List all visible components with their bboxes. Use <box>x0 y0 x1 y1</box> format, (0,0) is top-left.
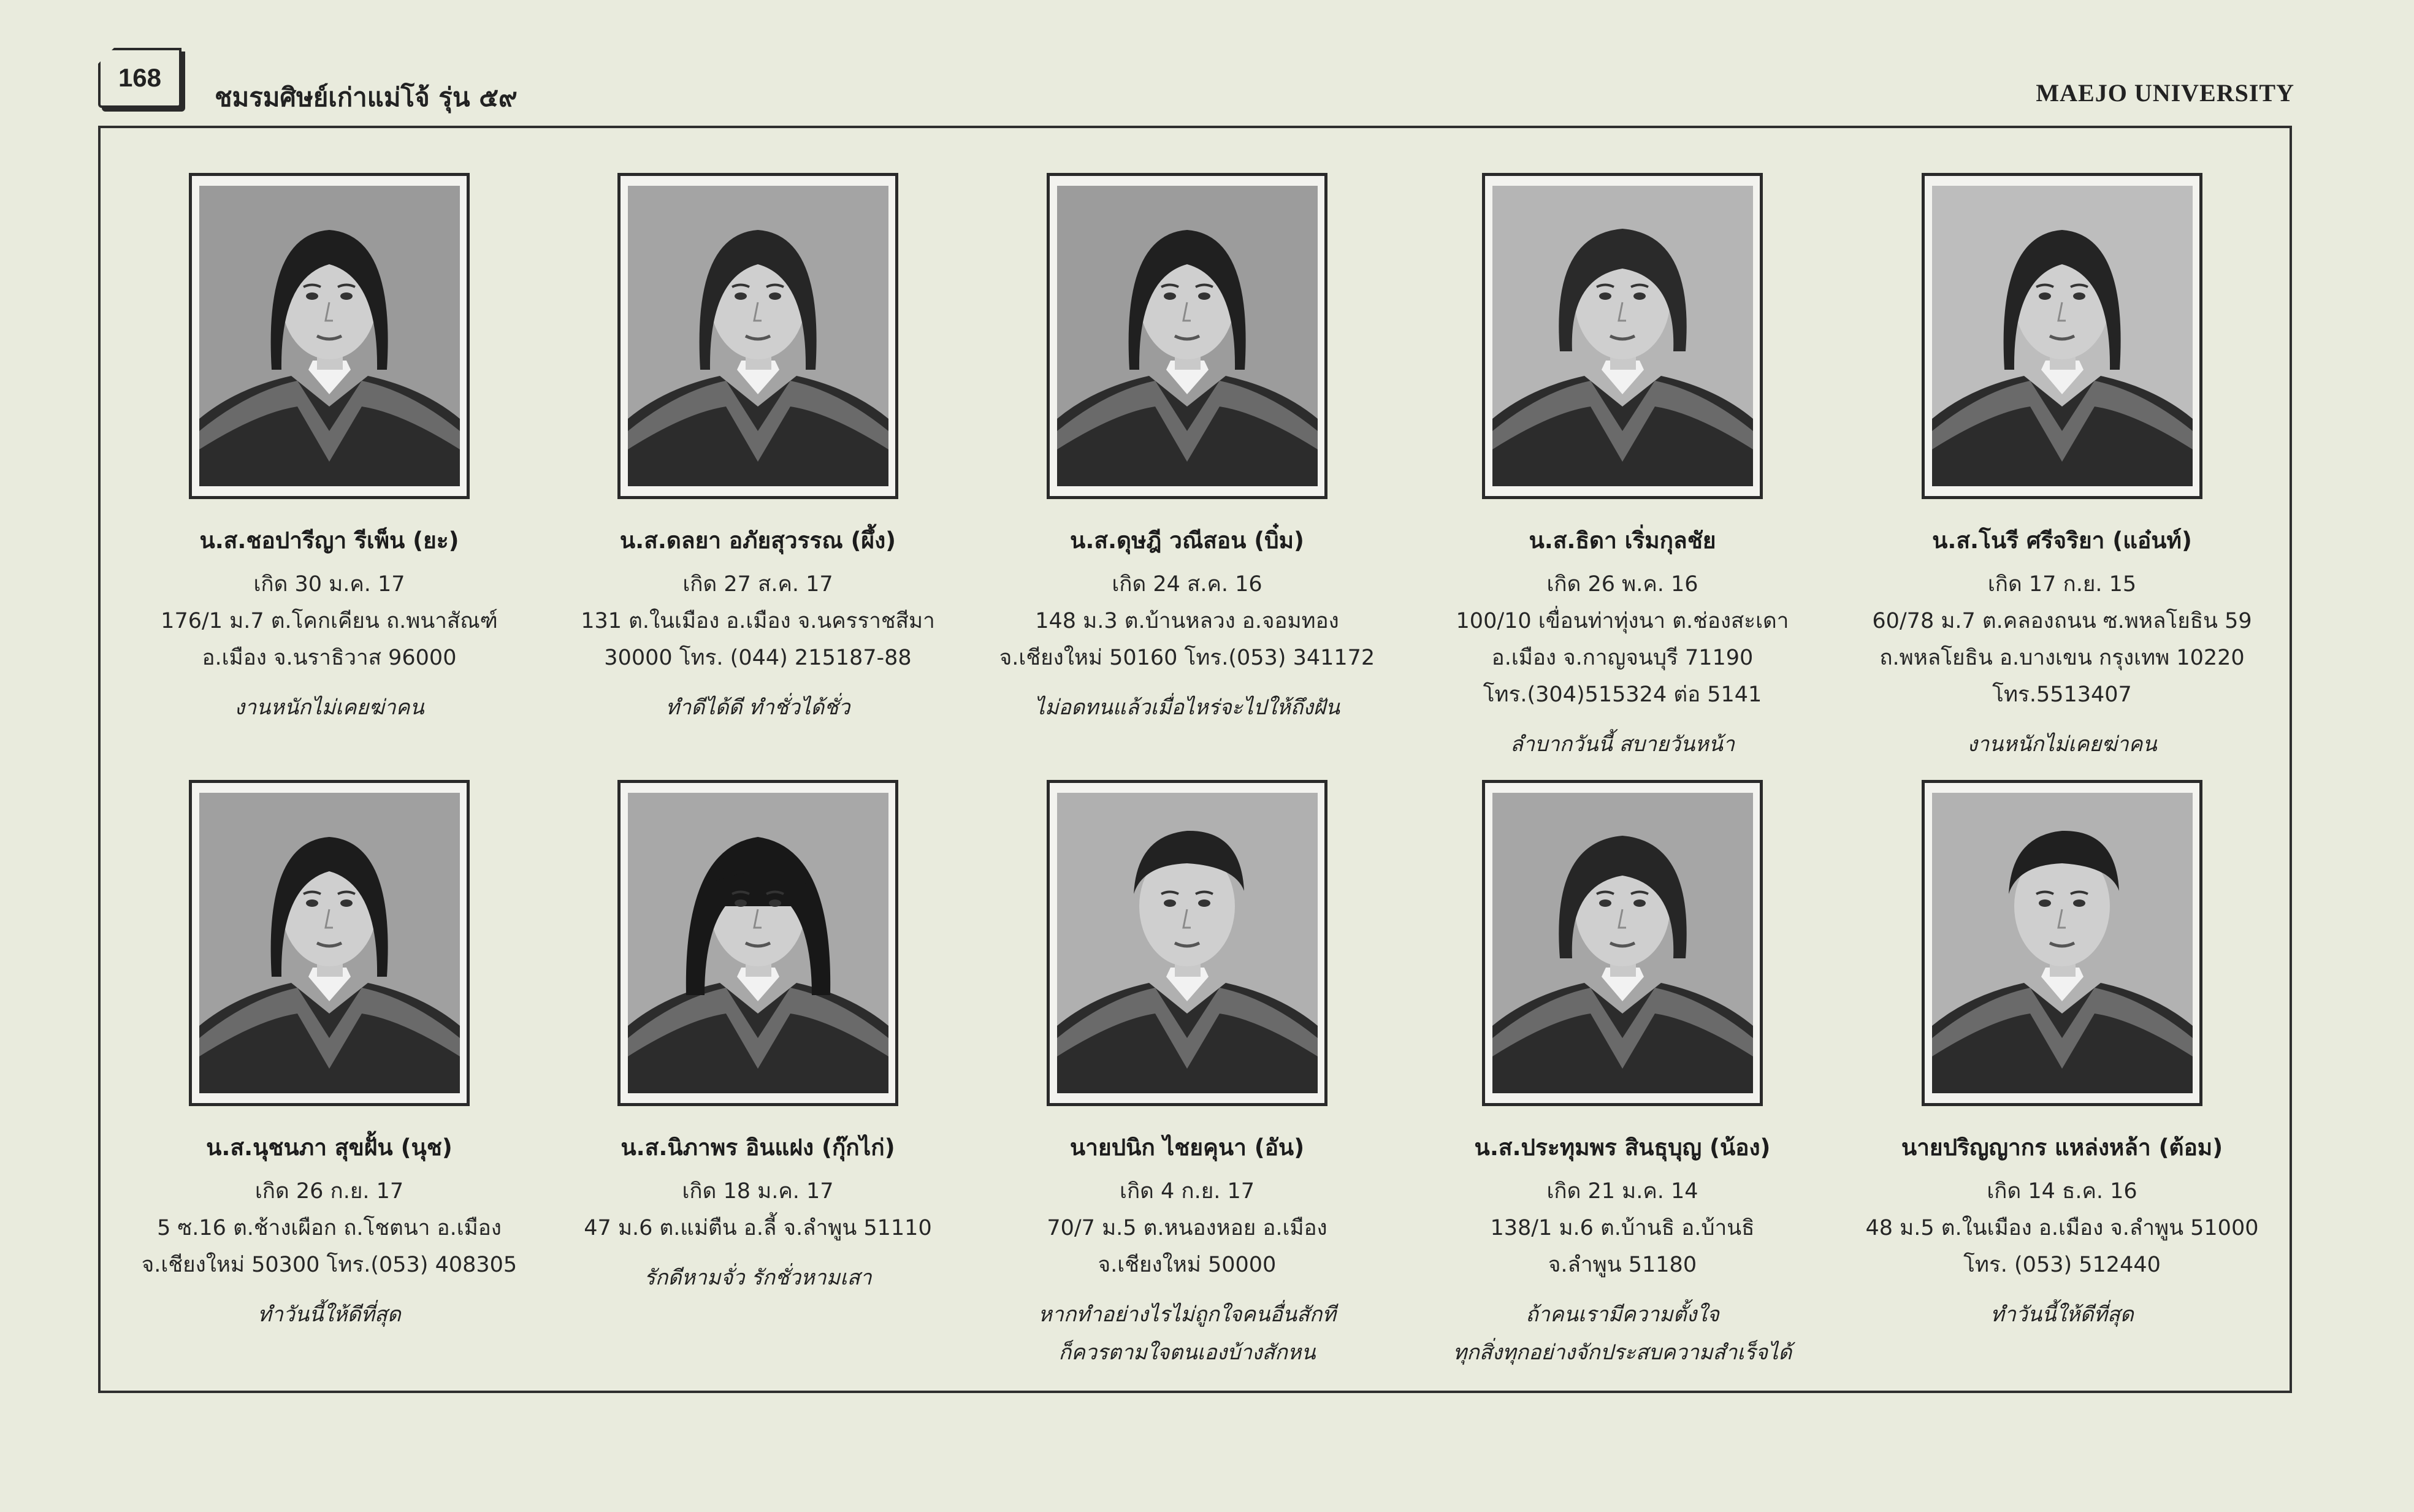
student-info-line: เกิด 24 ส.ค. 16 <box>1112 572 1262 597</box>
student-info-line: 48 ม.5 ต.ในเมือง อ.เมือง จ.ลำพูน 51000 <box>1865 1216 2259 1240</box>
student-name: นายปริญญากร แหล่งหล้า (ต้อม) <box>1901 1134 2223 1161</box>
student-card <box>972 780 1402 1372</box>
portrait <box>1057 186 1318 486</box>
student-card <box>1847 173 2277 763</box>
portrait-photo <box>1057 793 1318 1093</box>
student-name: น.ส.ดุษฎี วณีสอน (บิ๋ม) <box>1070 527 1304 554</box>
student-info-line: ถ.พหลโยธิน อ.บางเขน กรุงเทพ 10220 <box>1879 646 2245 670</box>
photo-frame <box>1047 173 1327 499</box>
page-number: 168 <box>118 63 162 92</box>
student-info-line: เกิด 17 ก.ย. 15 <box>1987 572 2137 597</box>
student-card <box>543 780 972 1297</box>
photo-frame <box>1047 780 1327 1106</box>
student-info-line: 100/10 เขื่อนท่าทุ่งนา ต.ช่องสะเดา <box>1456 609 1789 633</box>
portrait <box>628 186 888 486</box>
portrait <box>1057 793 1318 1093</box>
portrait <box>1492 186 1753 486</box>
student-motto: ถ้าคนเรามีความตั้งใจ <box>1526 1302 1719 1327</box>
student-info-line: โทร.5513407 <box>1992 682 2132 707</box>
student-name: น.ส.ชอปารีญา รีเพ็น (ยะ) <box>199 527 459 554</box>
student-motto: หากทำอย่างไรไม่ถูกใจคนอื่นสักที <box>1038 1302 1336 1327</box>
student-motto: ไม่อดทนแล้วเมื่อไหร่จะไปให้ถึงฝัน <box>1034 695 1340 720</box>
student-motto: รักดีหามจั่ว รักชั่วหามเสา <box>644 1266 872 1290</box>
student-motto: ทำวันนี้ให้ดีที่สุด <box>1990 1302 2134 1327</box>
student-name: น.ส.ธิดา เริ่มกุลชัย <box>1529 527 1716 554</box>
student-info-line: 70/7 ม.5 ต.หนองหอย อ.เมือง <box>1047 1216 1327 1240</box>
student-info-line: 5 ซ.16 ต.ช้างเผือก ถ.โชตนา อ.เมือง <box>157 1216 502 1240</box>
student-card <box>1408 780 1837 1372</box>
portrait <box>1932 186 2193 486</box>
photo-frame <box>1922 173 2202 499</box>
student-info-line: อ.เมือง จ.กาญจนบุรี 71190 <box>1491 646 1754 670</box>
student-name: น.ส.ประทุมพร สินธุบุญ (น้อง) <box>1474 1134 1771 1161</box>
student-info-line: เกิด 14 ธ.ค. 16 <box>1987 1179 2137 1204</box>
student-info-line: จ.เชียงใหม่ 50300 โทร.(053) 408305 <box>141 1253 518 1277</box>
portrait <box>199 186 460 486</box>
student-motto: ทำดีได้ดี ทำชั่วได้ชั่ว <box>665 695 850 720</box>
student-card <box>1408 173 1837 763</box>
student-card <box>1847 780 2277 1334</box>
student-name: น.ส.โนรี ศรีจริยา (แอ๋นท์) <box>1932 527 2192 554</box>
portrait-photo <box>199 793 460 1093</box>
student-info-line: อ.เมือง จ.นราธิวาส 96000 <box>202 646 457 670</box>
content-frame <box>98 126 2292 1393</box>
student-info-line: 47 ม.6 ต.แม่ตืน อ.ลี้ จ.ลำพูน 51110 <box>584 1216 932 1240</box>
photo-frame <box>189 173 470 499</box>
header-university: MAEJO UNIVERSITY <box>2036 79 2294 107</box>
photo-frame <box>189 780 470 1106</box>
portrait-photo <box>1932 793 2193 1093</box>
student-info-line: เกิด 21 ม.ค. 14 <box>1546 1179 1698 1204</box>
student-name: น.ส.นุชนภา สุขฝั้น (นุช) <box>206 1134 453 1161</box>
student-card <box>543 173 972 727</box>
student-info-line: 30000 โทร. (044) 215187-88 <box>604 646 912 670</box>
student-name: น.ส.นิภาพร อินแฝง (กุ๊กไก่) <box>621 1134 895 1161</box>
student-info-line: 131 ต.ในเมือง อ.เมือง จ.นครราชสีมา <box>581 609 935 633</box>
student-info-line: 176/1 ม.7 ต.โคกเคียน ถ.พนาสัณฑ์ <box>161 609 498 633</box>
student-info-line: เกิด 27 ส.ค. 17 <box>682 572 833 597</box>
student-motto: งานหนักไม่เคยฆ่าคน <box>234 695 424 720</box>
portrait <box>1932 793 2193 1093</box>
student-motto: ทุกสิ่งทุกอย่างจักประสบความสำเร็จได้ <box>1453 1340 1792 1365</box>
portrait-photo <box>628 186 888 486</box>
student-card <box>115 780 544 1334</box>
portrait-photo <box>1932 186 2193 486</box>
portrait <box>628 793 888 1093</box>
portrait-photo <box>1492 186 1753 486</box>
student-info-line: จ.เชียงใหม่ 50000 <box>1098 1253 1277 1277</box>
student-info-line: 60/78 ม.7 ต.คลองถนน ซ.พหลโยธิน 59 <box>1872 609 2252 633</box>
student-info-line: โทร. (053) 512440 <box>1963 1253 2161 1277</box>
page-number-tab <box>98 48 181 108</box>
portrait <box>1492 793 1753 1093</box>
photo-frame <box>617 780 898 1106</box>
portrait-photo <box>1492 793 1753 1093</box>
portrait-photo <box>199 186 460 486</box>
photo-frame <box>1922 780 2202 1106</box>
student-motto: ทำวันนี้ให้ดีที่สุด <box>258 1302 401 1327</box>
photo-frame <box>1482 173 1763 499</box>
student-card <box>115 173 544 727</box>
portrait-photo <box>1057 186 1318 486</box>
photo-frame <box>1482 780 1763 1106</box>
student-info-line: จ.เชียงใหม่ 50160 โทร.(053) 341172 <box>999 646 1375 670</box>
portrait-photo <box>628 793 888 1093</box>
portrait <box>199 793 460 1093</box>
student-info-line: เกิด 26 พ.ค. 16 <box>1546 572 1698 597</box>
student-info-line: โทร.(304)515324 ต่อ 5141 <box>1483 682 1762 707</box>
student-motto: ก็ควรตามใจตนเองบ้างสักหน <box>1058 1340 1316 1365</box>
student-grid <box>101 128 2290 1391</box>
student-info-line: 138/1 ม.6 ต.บ้านธิ อ.บ้านธิ <box>1490 1216 1755 1240</box>
student-info-line: เกิด 26 ก.ย. 17 <box>254 1179 404 1204</box>
student-info-line: จ.ลำพูน 51180 <box>1548 1253 1697 1277</box>
student-card <box>972 173 1402 727</box>
student-name: นายปนิก ไชยคุนา (อัน) <box>1069 1134 1305 1161</box>
header-title: ชมรมศิษย์เก่าแม่โจ้ รุ่น ๕๙ <box>215 82 518 112</box>
student-info-line: 148 ม.3 ต.บ้านหลวง อ.จอมทอง <box>1035 609 1339 633</box>
student-name: น.ส.ดลยา อภัยสุวรรณ (ผึ้ง) <box>619 527 896 554</box>
student-info-line: เกิด 18 ม.ค. 17 <box>682 1179 834 1204</box>
student-info-line: เกิด 4 ก.ย. 17 <box>1119 1179 1255 1204</box>
student-info-line: เกิด 30 ม.ค. 17 <box>253 572 405 597</box>
student-motto: งานหนักไม่เคยฆ่าคน <box>1967 732 2157 757</box>
photo-frame <box>617 173 898 499</box>
student-motto: ลำบากวันนี้ สบายวันหน้า <box>1510 732 1735 757</box>
